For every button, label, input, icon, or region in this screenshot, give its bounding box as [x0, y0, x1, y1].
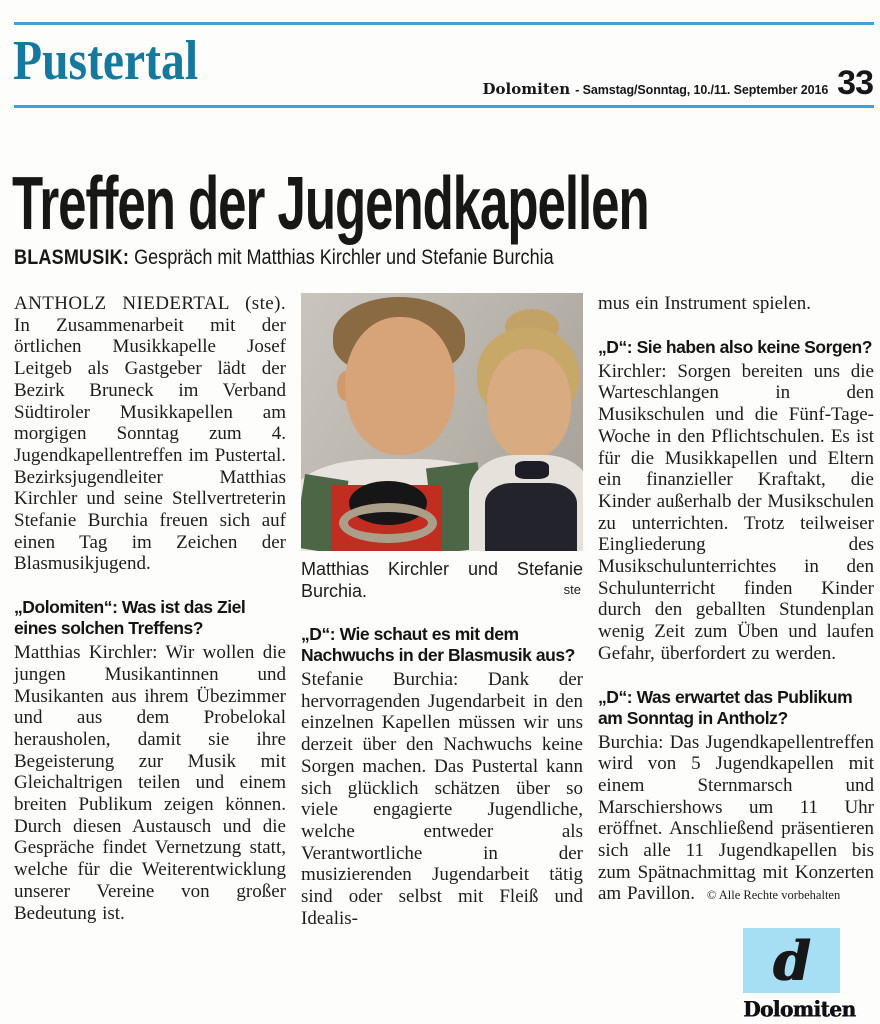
answer-1: Matthias Kirchler: Wir wollen die jungen Musikantinnen und Musikanten aus ihrem Übezimmer und aus dem Probelokal herausholen, damit sie ihre Begeisterung zur Musik mit Gleichaltrigen teilen und einem breiten Publikum zeigen können. Durch diesen Austausch und die Gespräche findet Vernetzung statt, welche für die Weiterentwicklung unserer Vereine von großer Bedeutung ist. [14, 642, 286, 924]
photo-caption-text: Matthias Kirchler und Stefanie Burchia. [301, 559, 583, 601]
woman-vest-shape [485, 483, 577, 551]
question-2: „D“: Wie schaut es mit dem Nachwuchs in der Blasmusik aus? [301, 624, 575, 665]
article-photo-figure [301, 293, 583, 602]
article-headline: Treffen der Jugendkapellen [12, 161, 649, 245]
article-photo [301, 293, 583, 551]
section-title: Pustertal [13, 30, 199, 92]
intro-text: In Zusammenarbeit mit der örtlichen Musikkapelle Josef Leitgeb als Gastgeber lädt der Bezirk Bruneck im Verband Südtiroler Musikkapellen am morgigen Sonntag zum 4. Jugendkapellentreffen im Pustertal. Bezirksjugendleiter Matthias Kirchler und seine Stellvertreterin Stefanie Burchia freuen sich auf einen Tag im Zeichen der Blasmusikjugend. [14, 314, 286, 575]
article-columns [14, 293, 874, 929]
answer-2-continued: mus ein Instrument spielen. [598, 293, 812, 314]
question-1: „Dolomiten“: Was ist das Ziel eines solchen Treffens? [14, 597, 246, 639]
photo-credit: ste [563, 582, 581, 597]
column-3 [598, 293, 874, 929]
column-1 [14, 293, 286, 929]
intro-paragraph [14, 293, 286, 575]
header-rule [14, 105, 874, 108]
dolomiten-logo [743, 928, 856, 1022]
answer-2: Stefanie Burchia: Dank der hervorragenden Jugendarbeit in den einzelnen Kapellen müssen wir uns derzeit über den Nachwuchs keine Sorgen machen. Das Pustertal kann sich glücklich schätzen über so viele engagierte Jugendliche, welche entweder als Verantwortliche in der musizierenden Jugendarbeit tätig sind oder selbst mit Fleiß und Idealis- [301, 669, 583, 929]
intro-location: ANTHOLZ NIEDERTAL (ste). [14, 293, 286, 314]
woman-collar-shape [515, 461, 549, 479]
answer-4 [598, 732, 874, 908]
header-meta [483, 64, 873, 103]
kicker-label: BLASMUSIK: [14, 245, 130, 269]
dateline: - Samstag/Sonntag, 10./11. September 2016 [575, 83, 829, 97]
question-3: „D“: Sie haben also keine Sorgen? [598, 336, 872, 357]
masthead-name: Dolomiten [482, 80, 571, 98]
logo-box [743, 928, 840, 993]
top-rule [14, 22, 874, 25]
article-kicker [14, 244, 554, 270]
photo-caption [301, 558, 583, 602]
question-4: „D“: Was erwartet das Publikum am Sonntag in Antholz? [598, 686, 853, 728]
woman-figure [487, 349, 571, 459]
kicker-text: Gespräch mit Matthias Kirchler und Stefanie Burchia [134, 245, 554, 269]
answer-4-text: Burchia: Das Jugendkapellentreffen wird von 5 Jugendkapellen mit einem Sternmarsch und Marschiershows um 11 Uhr eröffnet. Anschließend präsentieren sich alle 11 Jugendkapellen bis zum Spätnachmittag mit Konzerten am Pavillon. [598, 731, 874, 905]
blackletter-d-icon: d [772, 928, 811, 993]
answer-3: Kirchler: Sorgen bereiten uns die Warteschlangen in den Musikschulen und die Fünf-Tage-Woche in den Pflichtschulen. Es ist für die Musikkapellen und Eltern ein finanzieller Kraftakt, die Kinder außerhalb der Musikschulen zu unterrichten. Trotz teilweiser Eingliederung des Musikschulunterrichtes in den Schulunterricht finden Kinder durch den geballten Stundenplan wenig Zeit zum Üben und laufen Gefahr, überfordert zu werden. [598, 360, 874, 664]
column-2 [301, 293, 583, 929]
dolomiten-wordmark: Dolomiten [743, 996, 856, 1022]
copyright-note: © Alle Rechte vorbehalten [706, 888, 841, 903]
page-number: 33 [837, 64, 873, 102]
man-figure [345, 317, 455, 455]
